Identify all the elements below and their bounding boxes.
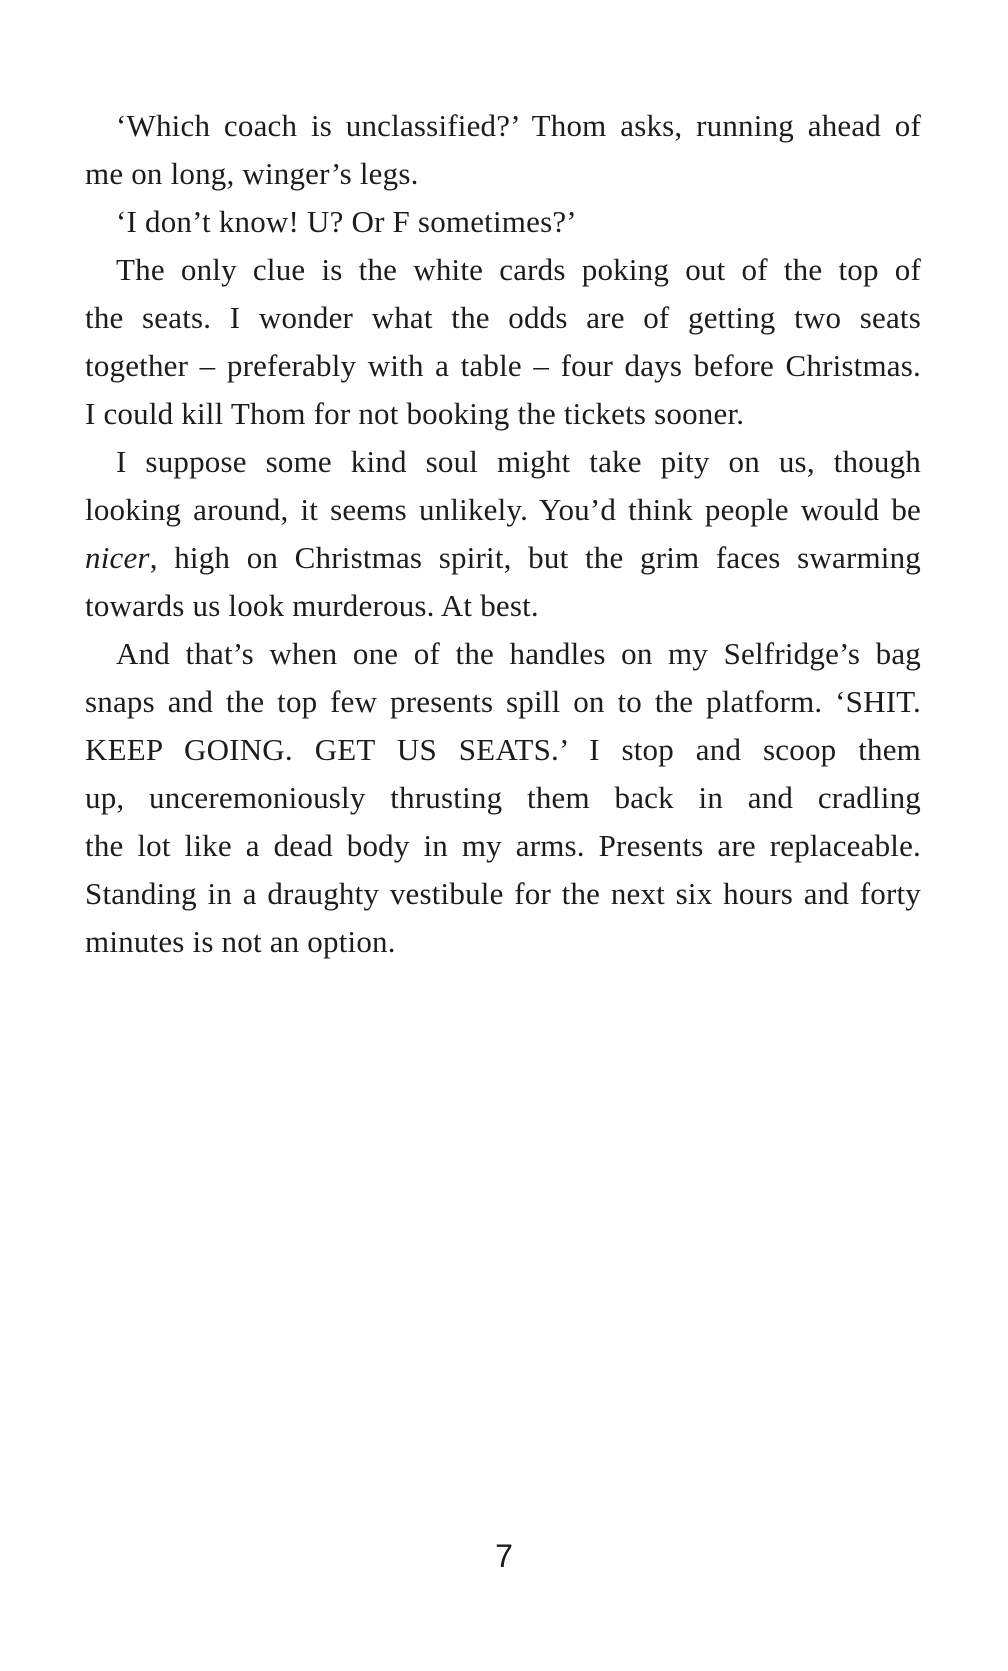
italic-word: nicer [85,540,150,575]
text-line: together – preferably with a table – four days before Christmas. [85,348,921,383]
text-line: minutes is not an option. [85,924,396,959]
paragraph-2 [85,198,921,246]
text-line: Standing in a draughty vestibule for the next six hours and forty [85,876,921,911]
text-line: I could kill Thom for not booking the tickets sooner. [85,396,745,431]
text-line: up, unceremoniously thrusting them back in and cradling [85,780,921,815]
text-line: ‘Which coach is unclassified?’ Thom asks, running ahead of [116,108,921,143]
page-number: 7 [495,1538,513,1574]
paragraph-1 [85,102,921,198]
text-line: The only clue is the white cards poking out of the top of [116,252,921,287]
text-line: towards us look murderous. At best. [85,588,539,623]
text-line-with-italic: nicer, high on Christmas spirit, but the grim faces swarming [85,540,921,575]
paragraph-5 [85,630,921,966]
text-line: And that’s when one of the handles on my Selfridge’s bag [116,636,921,671]
text-line: snaps and the top few presents spill on to the platform. ‘SHIT. [85,684,921,719]
text-line: ‘I don’t know! U? Or F sometimes?’ [116,204,577,239]
text-line: looking around, it seems unlikely. You’d think people would be [85,492,921,527]
text-line: KEEP GOING. GET US SEATS.’ I stop and scoop them [85,732,921,767]
paragraph-3 [85,246,921,438]
body-text [85,102,921,966]
text-line: the lot like a dead body in my arms. Presents are replaceable. [85,828,921,863]
text-line: the seats. I wonder what the odds are of getting two seats [85,300,921,335]
text-line: I suppose some kind soul might take pity on us, though [116,444,921,479]
text-line: me on long, winger’s legs. [85,156,419,191]
paragraph-4 [85,438,921,630]
